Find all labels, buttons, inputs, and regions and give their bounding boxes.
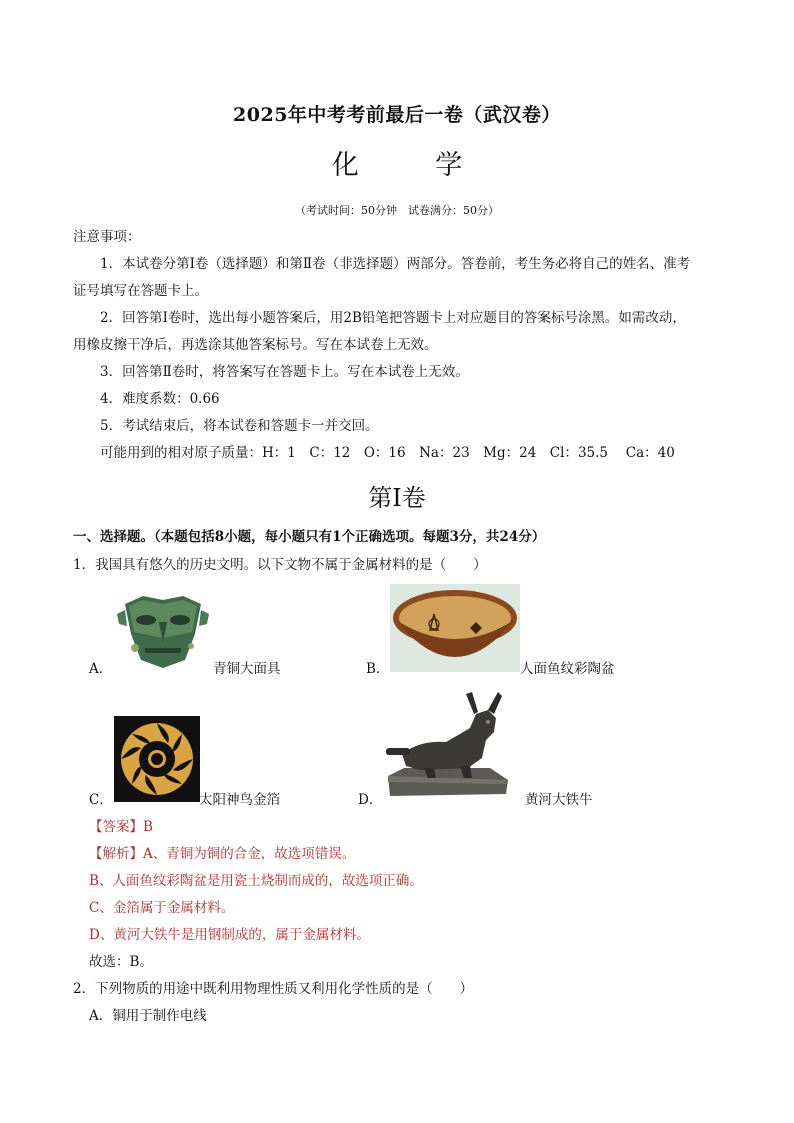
notice-heading: 注意事项：	[73, 229, 141, 245]
bronze-mask-image	[113, 590, 213, 672]
pottery-bowl-image	[390, 584, 520, 672]
atomic-masses: 可能用到的相对原子质量：H：1 C：12 O：16 Na：23 Mg：24 Cl：35.5 Ca：40	[100, 445, 675, 461]
option-d-label: 黄河大铁牛	[525, 792, 593, 808]
question-2-option-a: A．铜用于制作电线	[89, 1008, 207, 1024]
option-a-label: 青铜大面具	[213, 661, 281, 677]
notice-item-2-line-2: 用橡皮擦干净后，再选涂其他答案标号。写在本试卷上无效。	[73, 337, 438, 353]
option-c-label: 太阳神鸟金箔	[199, 792, 280, 808]
question-1-stem: 1．我国具有悠久的历史文明。以下文物不属于金属材料的是（ ）	[73, 557, 487, 573]
notice-item-4: 4．难度系数：0.66	[100, 391, 220, 407]
page-title: 2025年中考考前最后一卷（武汉卷）	[233, 104, 561, 126]
iron-ox-image	[380, 684, 512, 802]
part-heading: 一、选择题。（本题包括8小题，每小题只有1个正确选项。每题3分，共24分）	[73, 529, 546, 545]
option-b-label: 人面鱼纹彩陶盆	[520, 661, 615, 677]
notice-item-3: 3．回答第Ⅱ卷时，将答案写在答题卡上。写在本试卷上无效。	[100, 364, 469, 380]
notice-item-5: 5．考试结束后，将本试卷和答题卡一并交回。	[100, 418, 379, 434]
subject-title: 化 学	[331, 150, 497, 181]
q1-analysis-line-2: B、人面鱼纹彩陶盆是用瓷土烧制而成的，故选项正确。	[89, 873, 423, 889]
option-c-letter: C．	[89, 792, 113, 808]
option-d-letter: D．	[358, 792, 383, 808]
option-b-letter: B．	[366, 661, 390, 677]
q1-conclusion: 故选：B。	[89, 954, 153, 970]
q1-analysis-line-4: D、黄河大铁牛是用钢制成的，属于金属材料。	[89, 927, 370, 943]
option-a-letter: A．	[89, 661, 113, 677]
notice-item-2-line-1: 2．回答第Ⅰ卷时，选出每小题答案后，用2B铅笔把答题卡上对应题目的答案标号涂黑。如需改动，	[100, 310, 686, 326]
q1-analysis-line-3: C、金箔属于金属材料。	[89, 900, 235, 916]
q1-analysis-line-1: 【解析】A、青铜为铜的合金，故选项错误。	[89, 846, 356, 862]
exam-info: （考试时间：50分钟 试卷满分：50分）	[295, 204, 499, 217]
golden-sun-bird-image	[114, 716, 200, 802]
notice-item-1-line-2: 证号填写在答题卡上。	[73, 283, 208, 299]
section-title: 第Ⅰ卷	[368, 484, 426, 512]
notice-item-1-line-1: 1．本试卷分第Ⅰ卷（选择题）和第Ⅱ卷（非选择题）两部分。答卷前，考生务必将自己的姓名、准考	[100, 256, 691, 272]
q1-answer: 【答案】B	[89, 819, 153, 835]
question-2-stem: 2．下列物质的用途中既利用物理性质又利用化学性质的是（ ）	[73, 981, 474, 997]
